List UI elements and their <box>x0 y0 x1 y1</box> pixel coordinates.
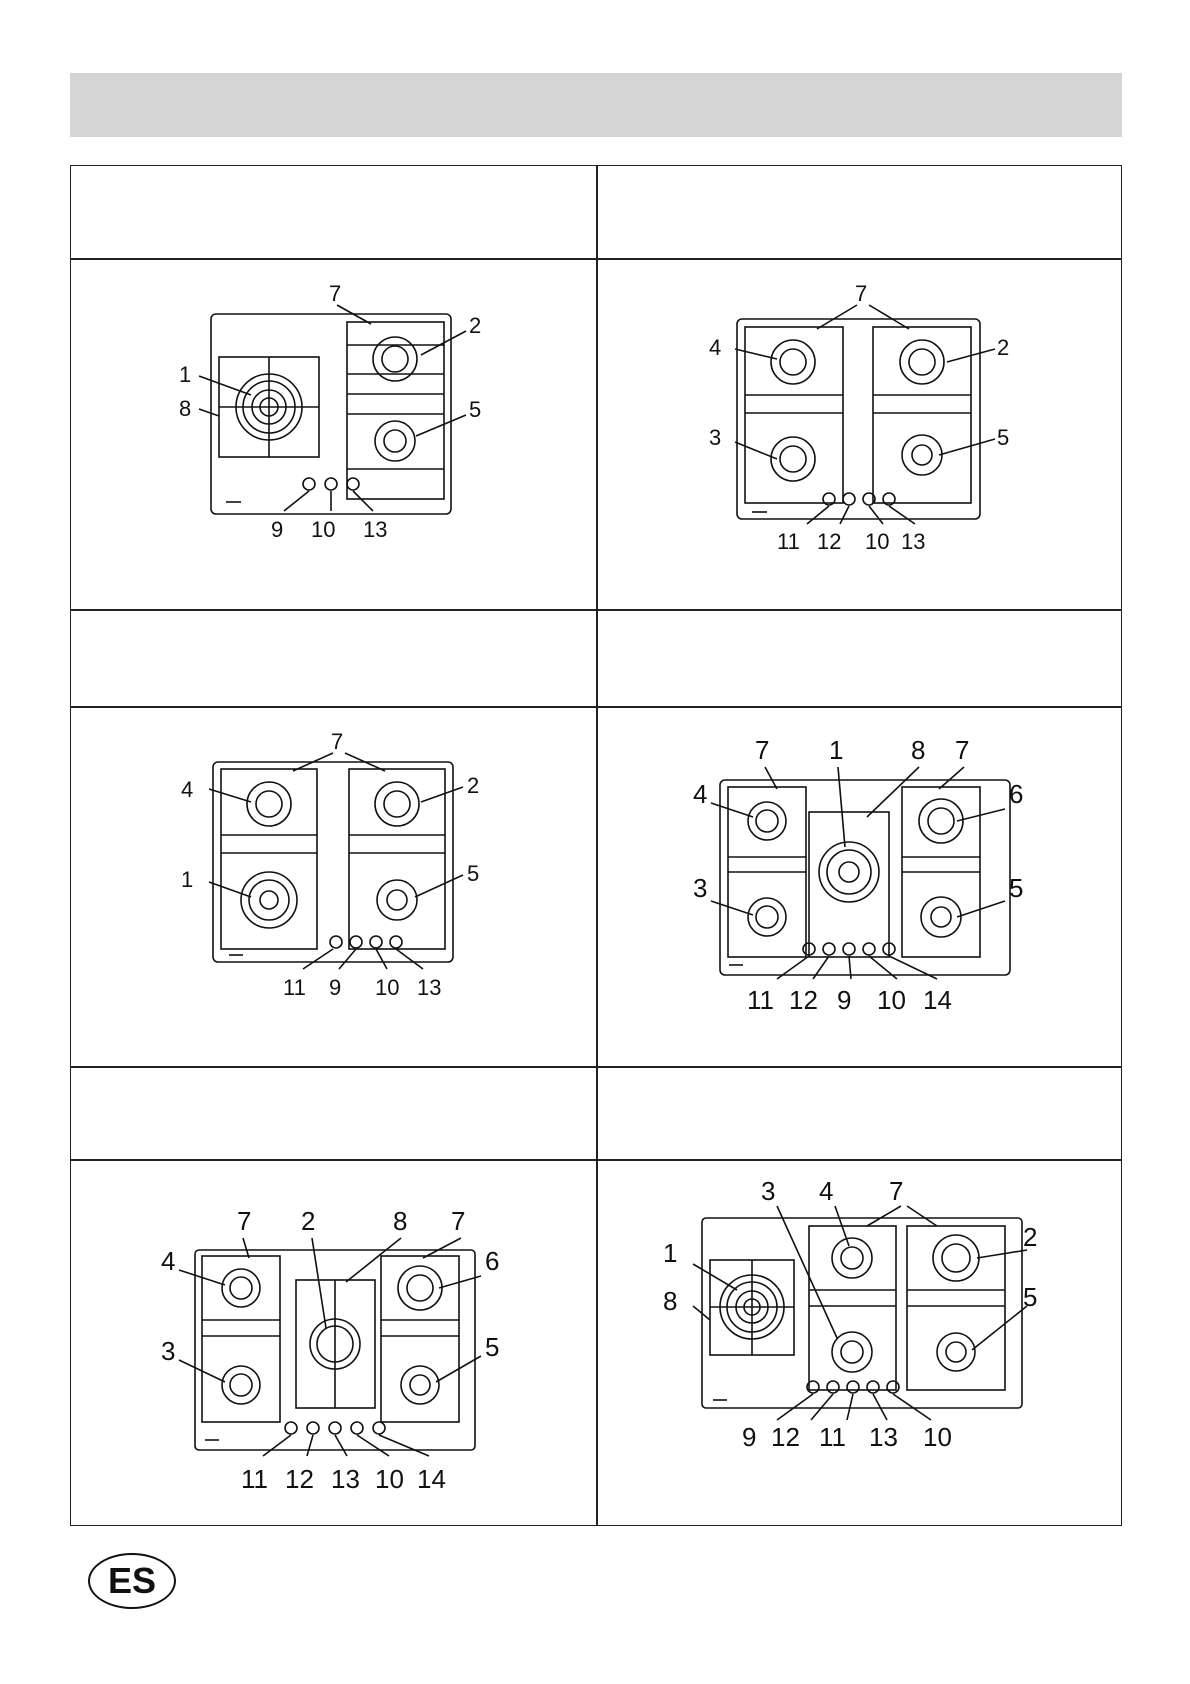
label-knob-9: 9 <box>742 1422 757 1452</box>
label-knob-10: 10 <box>375 975 400 1000</box>
label-semi-rapid-burner: 4 <box>161 1246 176 1276</box>
label-semi-rapid-burner-right: 2 <box>1023 1222 1038 1252</box>
hob-diagram-2 <box>597 259 1122 609</box>
label-rapid-burner: 3 <box>709 425 722 450</box>
label-knob-12: 12 <box>771 1422 800 1452</box>
hob-diagram-6-drawing <box>597 1160 1122 1525</box>
label-rapid-burner: 6 <box>485 1246 500 1276</box>
label-auxiliary-burner: 5 <box>1023 1282 1038 1312</box>
hob-diagram-2-drawing <box>597 259 1122 609</box>
label-knob-10: 10 <box>877 985 906 1015</box>
label-gas-grids: 7 <box>329 281 342 306</box>
label-gas-grids: 7 <box>889 1176 904 1206</box>
label-gas-grids-right: 7 <box>451 1206 466 1236</box>
label-gas-grids-left: 7 <box>755 735 770 765</box>
hob-diagram-4 <box>597 707 1122 1066</box>
label-semi-rapid-burner: 4 <box>693 779 708 809</box>
label-wok-burner: 1 <box>663 1238 678 1268</box>
label-knob-14: 14 <box>923 985 952 1015</box>
label-knob-9: 9 <box>837 985 852 1015</box>
label-wok-burner: 1 <box>181 867 194 892</box>
label-knob-11: 11 <box>747 985 774 1015</box>
label-knob-13: 13 <box>331 1464 360 1494</box>
label-semi-rapid-burner: 4 <box>181 777 194 802</box>
label-gas-grids: 7 <box>331 729 344 754</box>
label-knob-11: 11 <box>283 975 306 1000</box>
label-semi-rapid-burner-centre: 2 <box>301 1206 316 1236</box>
label-knob-10: 10 <box>375 1464 404 1494</box>
label-auxiliary-burner: 5 <box>1009 873 1024 903</box>
label-wok-support: 8 <box>663 1286 678 1316</box>
label-knob-12: 12 <box>285 1464 314 1494</box>
table-row-divider <box>71 609 1121 611</box>
label-wok-support: 8 <box>911 735 926 765</box>
label-rapid-burner: 3 <box>761 1176 776 1206</box>
label-knob-12: 12 <box>817 529 842 554</box>
label-semi-rapid-burner-right: 2 <box>467 773 480 798</box>
label-knob-10: 10 <box>865 529 890 554</box>
hob-diagram-6 <box>597 1160 1122 1525</box>
section-header-bar <box>70 73 1122 137</box>
hob-diagram-3-drawing <box>71 707 596 1066</box>
hob-diagram-5-drawing <box>71 1160 596 1525</box>
label-rapid-burner: 6 <box>1009 779 1024 809</box>
label-knob-9: 9 <box>271 517 284 542</box>
label-knob-9: 9 <box>329 975 342 1000</box>
hob-diagram-1-drawing <box>71 259 596 609</box>
label-semi-rapid-burner: 2 <box>469 313 482 338</box>
label-semi-rapid-burner-lower: 3 <box>693 873 708 903</box>
table-row-divider <box>71 1066 1121 1068</box>
label-auxiliary-burner: 5 <box>467 861 480 886</box>
label-knob-10: 10 <box>923 1422 952 1452</box>
label-knob-11: 11 <box>241 1464 268 1494</box>
label-knob-13: 13 <box>869 1422 898 1452</box>
label-gas-grids-right: 7 <box>955 735 970 765</box>
label-knob-13: 13 <box>417 975 442 1000</box>
label-semi-rapid-burner-left: 4 <box>709 335 722 360</box>
label-knob-11: 11 <box>819 1422 846 1452</box>
label-wok-burner: 1 <box>829 735 844 765</box>
label-auxiliary-burner: 5 <box>485 1332 500 1362</box>
label-knob-13: 13 <box>901 529 926 554</box>
hob-diagram-3 <box>71 707 596 1066</box>
label-gas-grids: 7 <box>855 281 868 306</box>
label-wok-support: 8 <box>179 396 192 421</box>
label-gas-grids-left: 7 <box>237 1206 252 1236</box>
label-wok-support: 8 <box>393 1206 408 1236</box>
label-knob-13: 13 <box>363 517 388 542</box>
label-auxiliary-burner: 5 <box>997 425 1010 450</box>
label-knob-11: 11 <box>777 529 800 554</box>
hob-models-table <box>70 165 1122 1526</box>
language-badge: ES <box>88 1553 176 1609</box>
hob-diagram-1 <box>71 259 596 609</box>
label-auxiliary-burner: 5 <box>469 397 482 422</box>
label-semi-rapid-burner-lower: 3 <box>161 1336 176 1366</box>
hob-diagram-4-drawing <box>597 707 1122 1066</box>
label-semi-rapid-burner: 4 <box>819 1176 834 1206</box>
label-wok-burner: 1 <box>179 362 192 387</box>
label-semi-rapid-burner-right: 2 <box>997 335 1010 360</box>
hob-diagram-5 <box>71 1160 596 1525</box>
label-knob-14: 14 <box>417 1464 446 1494</box>
label-knob-10: 10 <box>311 517 336 542</box>
label-knob-12: 12 <box>789 985 818 1015</box>
